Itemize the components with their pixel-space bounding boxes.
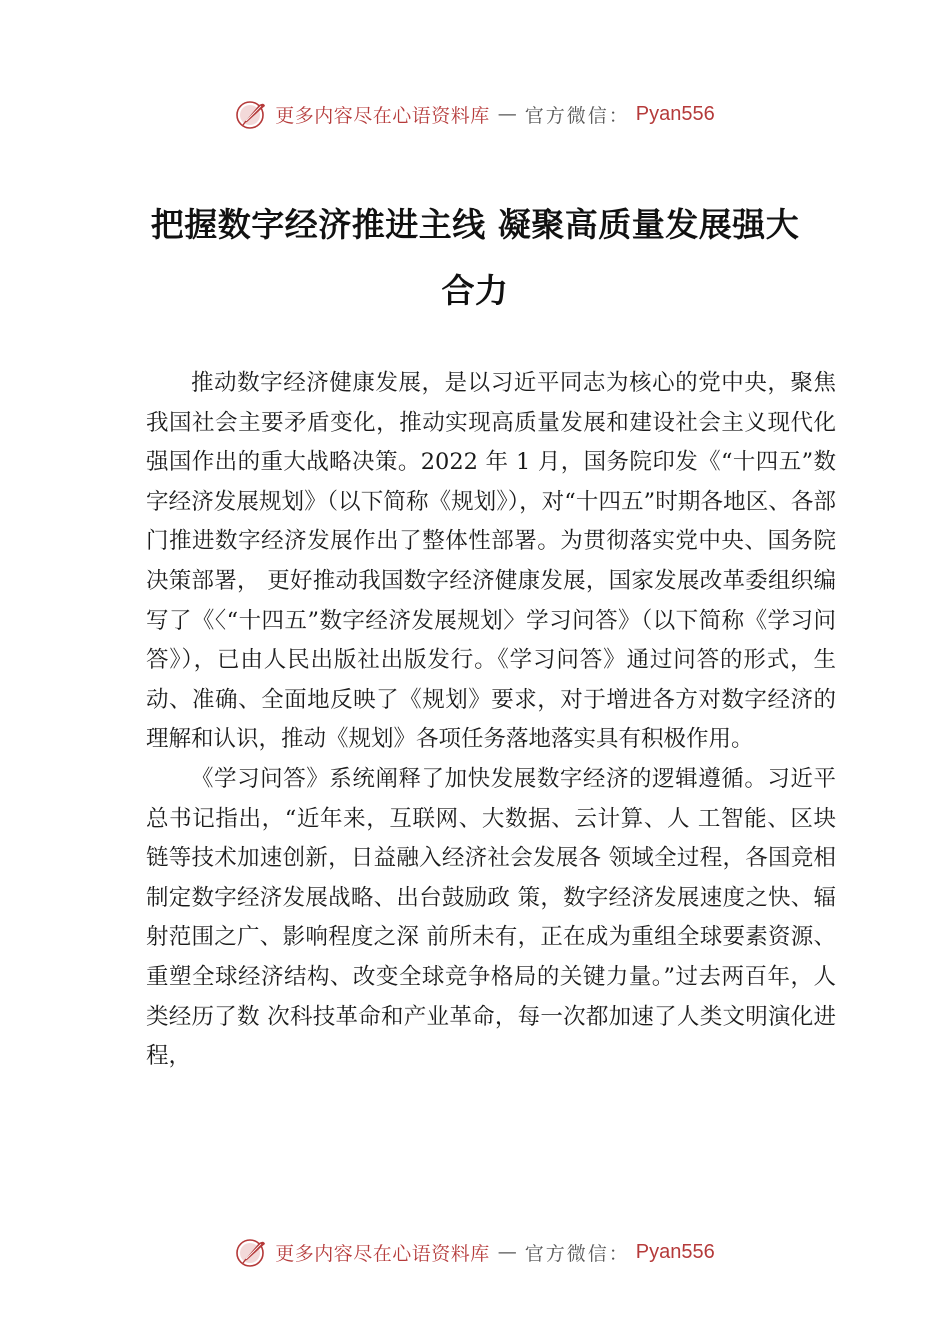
banner-separator: —	[497, 103, 517, 125]
wechat-label: 官方微信：	[524, 104, 630, 127]
wechat-id: Pyan556	[635, 102, 715, 125]
quill-logo-icon	[235, 97, 269, 131]
document-body	[146, 364, 836, 1077]
wechat-label: 官方微信：	[524, 1242, 630, 1265]
banner-separator: —	[497, 1241, 517, 1263]
banner-text: 更多内容尽在心语资料库	[275, 104, 490, 127]
wechat-id: Pyan556	[635, 1240, 715, 1263]
footer-banner	[0, 1232, 950, 1272]
page-title: 把握数字经济推进主线 凝聚高质量发展强大合力	[150, 205, 800, 310]
header-banner	[0, 94, 950, 134]
paragraph-2: 《学习问答》系统阐释了加快发展数字经济的逻辑遵循。习近平总书记指出，“近年来，互联网、大数据、云计算、人 工智能、区块链等技术加速创新，日益融入经济社会发展各 领域全过程，各国竞相制定数字经济发展战略、出台鼓励政 策，数字经济发展速度之快、辐射范围之广、影响程度之深 前所未有，正在成为重组全球要素资源、重塑全球经济结构、改变全球竞争格局的关键力量。”过去两百年，人类经历了数 次科技革命和产业革命，每一次都加速了人类文明演化进程，	[146, 765, 836, 1070]
paragraph-1: 推动数字经济健康发展，是以习近平同志为核心的党中央，聚焦我国社会主要矛盾变化，推动实现高质量发展和建设社会主义现代化强国作出的重大战略决策。2022 年 1 月，国务院印发《“十四五”数字经济发展规划》（以下简称《规划》），对“十四五”时期各地区、各部门推进数字经济发展作出了整体性部署。为贯彻落实党中央、国务院决策部署， 更好推动我国数字经济健康发展，国家发展改革委组织编写了《〈“十四五”数字经济发展规划〉学习问答》（以下简称《学习问答》），已由人民出版社出版发行。《学习问答》通过问答的形式，生动、准确、全面地反映了《规划》要求，对于增进各方对数字经济的理解和认识，推动《规划》各项任务落地落实具有积极作用。	[146, 370, 836, 753]
banner-text: 更多内容尽在心语资料库	[275, 1242, 490, 1265]
quill-logo-icon	[235, 1235, 269, 1269]
